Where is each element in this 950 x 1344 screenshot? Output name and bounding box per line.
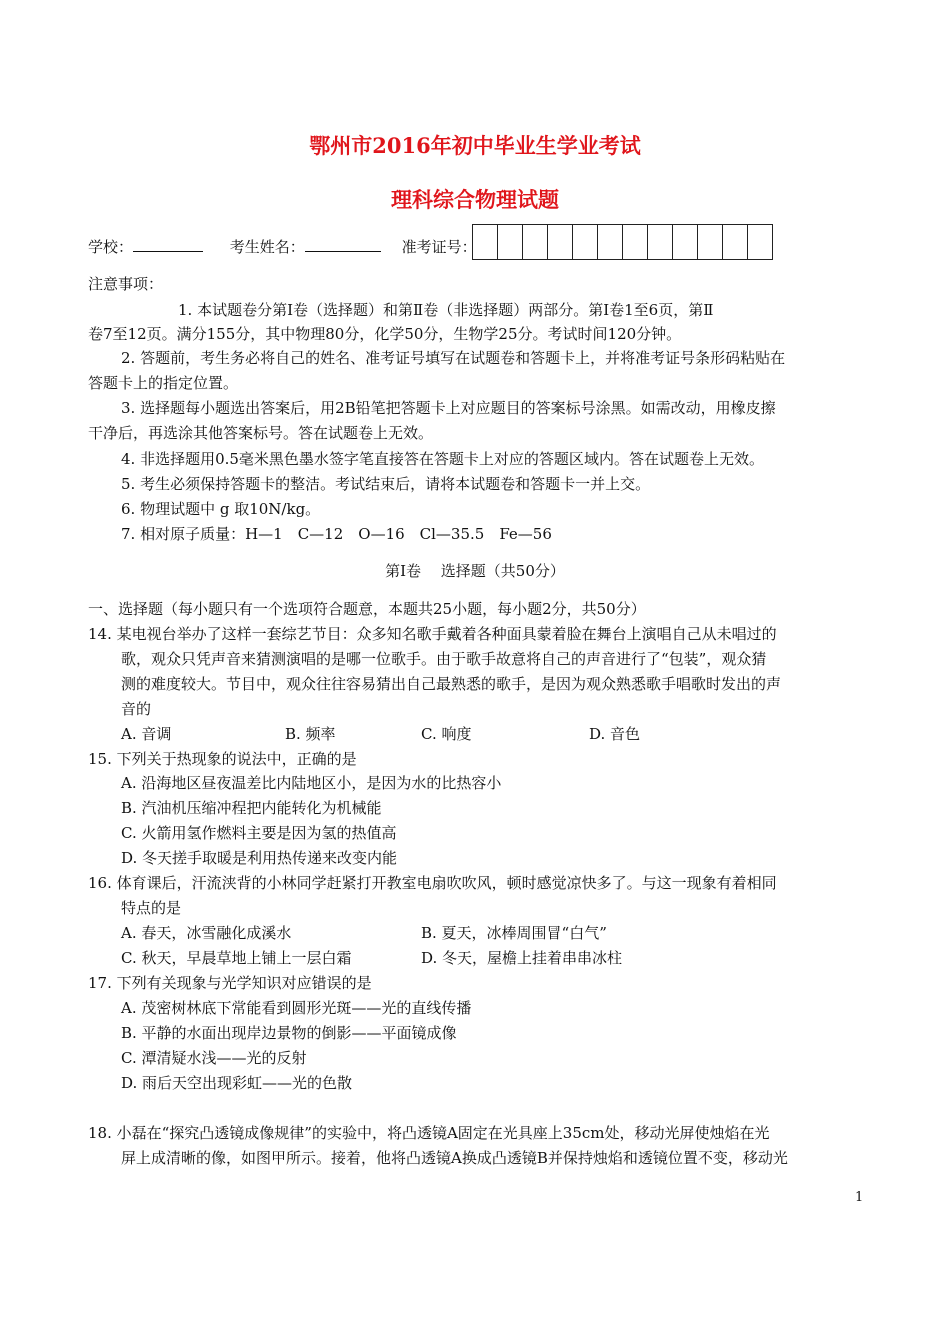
q14-stem: 歌，观众只凭声音来猜测演唱的是哪一位歌手。由于歌手故意将自己的声音进行了“包装”，观众猜: [121, 650, 767, 668]
note-line: 2. 答题前，考生务必将自己的姓名、准考证号填写在试题卷和答题卡上，并将准考证号条形码粘贴在: [121, 349, 786, 367]
note-line: 7. 相对原子质量：H—1 C—12 O—16 Cl—35.5 Fe—56: [121, 525, 552, 543]
note-line: 干净后，再选涂其他答案标号。答在试题卷上无效。: [88, 424, 434, 442]
q16-option: D. 冬天，屋檐上挂着串串冰柱: [421, 949, 623, 967]
section-instruction: 一、选择题（每小题只有一个选项符合题意，本题共25小题，每小题2分，共50分）: [88, 600, 646, 618]
name-label: 考生姓名：: [229, 238, 305, 256]
digit-box: [472, 224, 498, 260]
q14-option: B. 频率: [285, 725, 336, 743]
q14-option: C. 响度: [421, 725, 472, 743]
note-line: 3. 选择题每小题选出答案后，用2B铅笔把答题卡上对应题目的答案标号涂黑。如需改动，用橡皮擦: [121, 399, 776, 417]
q17-option: C. 潭清疑水浅——光的反射: [121, 1049, 307, 1067]
note-line: 答题卡上的指定位置。: [88, 374, 239, 392]
name-blank: [305, 237, 381, 252]
note-line: 卷7至12页。满分155分，其中物理80分，化学50分，生物学25分。考试时间120分钟。: [88, 325, 682, 343]
q15-option: D. 冬天搓手取暖是利用热传递来改变内能: [121, 849, 398, 867]
exam-title: 鄂州市2016年初中毕业生学业考试: [309, 133, 641, 158]
note-line: 5. 考生必须保持答题卡的整洁。考试结束后，请将本试题卷和答题卡一并上交。: [121, 475, 651, 493]
q18-stem: 屏上成清晰的像，如图甲所示。接着，他将凸透镜A换成凸透镜B并保持烛焰和透镜位置不变，移动光: [121, 1149, 788, 1167]
q14-stem: 音的: [121, 700, 152, 718]
q15-option: B. 汽油机压缩冲程把内能转化为机械能: [121, 799, 382, 817]
school-blank: [133, 237, 203, 252]
q16-stem: 16. 体育课后，汗流浃背的小林同学赶紧打开教室电扇吹吹风，顿时感觉凉快多了。与这一现象有着相同: [88, 874, 777, 892]
q17-option: D. 雨后天空出现彩虹——光的色散: [121, 1074, 353, 1092]
id-label: 准考证号：: [401, 238, 477, 256]
notes-heading: 注意事项：: [88, 275, 164, 293]
q15-option: A. 沿海地区昼夜温差比内陆地区小，是因为水的比热容小: [121, 774, 502, 792]
q16-option: A. 春天，冰雪融化成溪水: [121, 924, 292, 942]
q14-stem: 测的难度较大。节目中，观众往往容易猜出自己最熟悉的歌手，是因为观众熟悉歌手唱歌时发出的声: [121, 675, 782, 693]
digit-box: [597, 224, 623, 260]
digit-box: [622, 224, 648, 260]
page-number: 1: [855, 1190, 864, 1205]
digit-box: [572, 224, 598, 260]
q15-stem: 15. 下列关于热现象的说法中，正确的是: [88, 750, 357, 768]
q14-option: A. 音调: [121, 725, 172, 743]
digit-box: [747, 224, 773, 260]
section-title: 第Ⅰ卷 选择题（共50分）: [385, 562, 565, 580]
q14-stem: 14. 某电视台举办了这样一套综艺节目：众多知名歌手戴着各种面具蒙着脸在舞台上演唱自己从未唱过的: [88, 625, 777, 643]
digit-box: [672, 224, 698, 260]
q17-option: B. 平静的水面出现岸边景物的倒影——平面镜成像: [121, 1024, 457, 1042]
q15-option: C. 火箭用氢作燃料主要是因为氢的热值高: [121, 824, 397, 842]
q14-option: D. 音色: [589, 725, 641, 743]
digit-box: [547, 224, 573, 260]
admission-number-boxes: [473, 224, 773, 260]
digit-box: [722, 224, 748, 260]
q16-option: B. 夏天，冰棒周围冒“白气”: [421, 924, 607, 942]
school-label: 学校：: [88, 238, 134, 256]
note-line: 6. 物理试题中 g 取10N/kg。: [121, 500, 321, 518]
info-row: [88, 236, 477, 257]
note-line: 4. 非选择题用0.5毫米黑色墨水签字笔直接答在答题卡上对应的答题区域内。答在试题卷上无效。: [121, 450, 764, 468]
q18-stem: 18. 小磊在“探究凸透镜成像规律”的实验中，将凸透镜A固定在光具座上35cm处，移动光屏使烛焰在光: [88, 1124, 770, 1142]
q17-option: A. 茂密树林底下常能看到圆形光斑——光的直线传播: [121, 999, 472, 1017]
note-line: 1. 本试题卷分第Ⅰ卷（选择题）和第Ⅱ卷（非选择题）两部分。第Ⅰ卷1至6页，第Ⅱ: [178, 301, 714, 319]
digit-box: [697, 224, 723, 260]
digit-box: [497, 224, 523, 260]
q17-stem: 17. 下列有关现象与光学知识对应错误的是: [88, 974, 372, 992]
q16-option: C. 秋天，早晨草地上铺上一层白霜: [121, 949, 352, 967]
q16-stem: 特点的是: [121, 899, 182, 917]
digit-box: [647, 224, 673, 260]
digit-box: [522, 224, 548, 260]
exam-subtitle: 理科综合物理试题: [391, 187, 559, 212]
